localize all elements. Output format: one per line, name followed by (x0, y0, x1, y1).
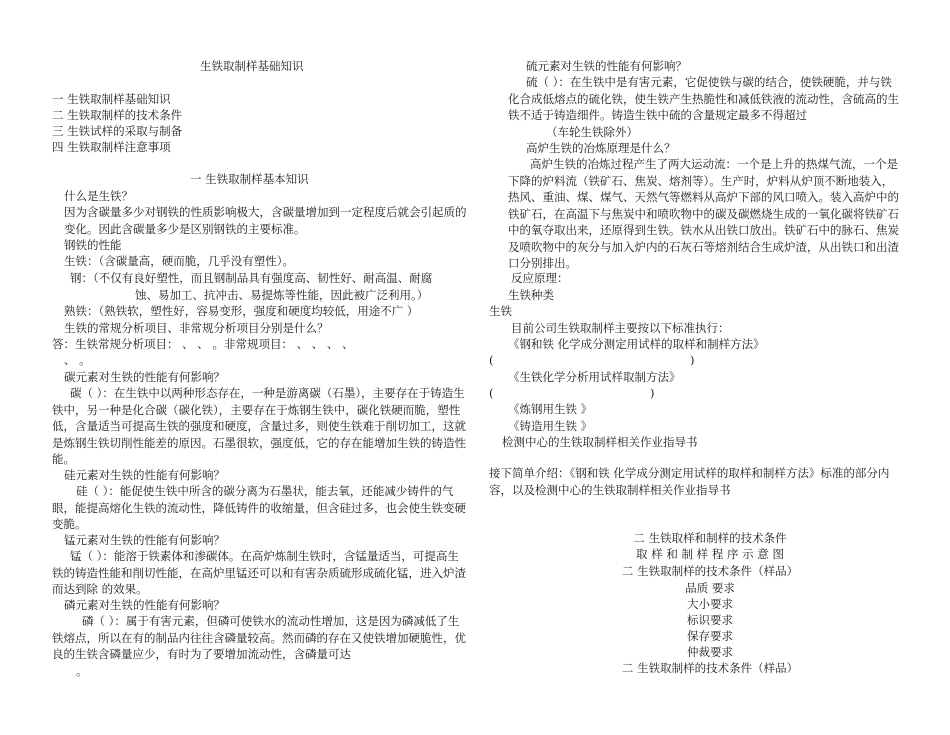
standard-3: 《炼钢用生铁 》 (508, 402, 593, 416)
section-2-heading: 二 生铁取样和制样的技术条件 (633, 531, 787, 545)
standard-1: 《钢和铁 化学成分测定用试样的取样和制样方法》 (508, 337, 765, 351)
pig-iron-label: 生铁 (489, 304, 512, 318)
answer-analysis-line-2: 、 。 (64, 353, 91, 367)
toc-item-4: 四 生铁取制样注意事项 (52, 140, 171, 154)
standard-4: 《铸造用生铁 》 (508, 419, 593, 433)
steel-property-line-1: 钢：（不仅有良好塑性，而且钢制品具有强度高、韧性好、耐高温、耐腐 (70, 271, 433, 285)
requirement-storage: 保存要求 (687, 629, 733, 643)
paragraph-sulfur: 硫（ ）：在生铁中是有害元素，它促使铁与碳的结合，使铁硬脆，并与铁化合成低熔点的硫化铁，使生铁产生热脆性和减低铁液的流动性，含硫高的生铁不适于铸造细件。铸造生铁中硫的含量规定最多不得超过 (508, 75, 899, 122)
paragraph-phosphorus: 磷（ ）：属于有害元素，但磷可使铁水的流动性增加，这是因为磷减低了生铁熔点，所以在有的制品内往往含磷量较高。然而磷的存在又使铁增加硬脆性，优良的生铁含磷量应少，有时为了要增加流动性，含磷量可达 (52, 614, 466, 661)
paragraph-carbon-content: 因为含碳量多少对钢铁的性质影响极大，含碳量增加到一定程度后就会引起质的变化。因此含碳量多少是区别钢铁的主要标准。 (64, 205, 467, 236)
answer-analysis-line-1: 答：生铁常规分析项目： 、 、 。非常规项目： 、 、 、 、 (52, 337, 354, 351)
performance-title: 钢铁的性能 (64, 238, 122, 252)
paren-left-1: ( (489, 353, 494, 367)
section-1-heading: 一 生铁取制样基本知识 (190, 172, 309, 186)
phosphorus-end: 。 (76, 664, 88, 678)
doc-title: 生铁取制样基础知识 (200, 59, 304, 73)
requirement-quality: 品质 要求 (685, 581, 735, 595)
flow-chart-title: 取 样 和 制 样 程 序 示 意 图 (636, 547, 784, 561)
technical-conditions-heading: 二 生铁取制样的技术条件（样品） (621, 564, 799, 578)
question-sulfur: 硫元素对生铁的性能有何影响？ (526, 59, 687, 73)
standard-2: 《生铁化学分析用试样取制方法》 (508, 370, 681, 384)
paragraph-silicon: 硅（ ）：能促使生铁中所含的碳分离为石墨状，能去氧，还能减少铸件的气眼，能提高熔化生铁的流动性，降低铸件的收缩量，但含硅过多，也会使生铁变硬变脆。 (52, 484, 466, 531)
pig-iron-kinds: 生铁种类 (508, 288, 554, 302)
intro-paragraph: 接下简单介绍：《钢和铁 化学成分测定用试样的取样和制样方法》标准的部分内容，以及检测中心的生铁取制样相关作业指导书 (489, 466, 890, 497)
paragraph-carbon: 碳（ ）：在生铁中以两种形态存在，一种是游离碳（石墨），主要存在于铸造生铁中，另一种是化合碳（碳化铁），主要存在于炼钢生铁中，碳化铁硬而脆，塑性低，含量适当可提高生铁的强度和硬度，含量过多，则使生铁难于削切加工，这就是炼钢生铁切削性能差的原因。石墨很软，强度低，它的存在能增加生铁的铸造性能。 (52, 386, 466, 466)
toc-item-1: 一 生铁取制样基础知识 (52, 92, 171, 106)
standard-5: 检测中心的生铁取制样相关作业指导书 (502, 435, 698, 449)
technical-conditions-heading-2: 二 生铁取制样的技术条件（样品） (621, 661, 799, 675)
question-carbon: 碳元素对生铁的性能有何影响？ (64, 370, 225, 384)
reaction-principle: 反应原理： (511, 271, 569, 285)
requirement-size: 大小要求 (687, 597, 733, 611)
question-analysis-items: 生铁的常规分析项目、非常规分析项目分别是什么？ (64, 321, 329, 335)
steel-property-line-2: 蚀、易加工、抗冲击、易提炼等性能，因此被广泛利用。） (135, 288, 429, 302)
paren-right-1: ) (690, 353, 695, 367)
toc-item-2: 二 生铁取制样的技术条件 (52, 108, 183, 122)
paren-right-2: ) (650, 386, 655, 400)
question-what-is-pig-iron: 什么是生铁？ (64, 189, 133, 203)
standards-intro: 目前公司生铁取制样主要按以下标准执行： (511, 321, 730, 335)
paragraph-manganese: 锰（ ）：能溶于铁素体和渗碳体。在高炉炼制生铁时，含锰量适当，可提高生铁的铸造性能和削切性能，在高炉里锰还可以和有害杂质硫形成硫化锰，进入炉渣而达到除 的效果。 (52, 549, 466, 596)
sulfur-end: （车轮生铁除外） (546, 125, 638, 139)
question-manganese: 锰元素对生铁的性能有何影响？ (64, 533, 225, 547)
pig-iron-property: 生铁：（含碳量高，硬而脆，几乎没有塑性）。 (64, 254, 294, 268)
wrought-iron-property: 熟铁：（熟铁软，塑性好，容易变形，强度和硬度均较低，用途不广 ） (64, 304, 419, 318)
question-phosphorus: 磷元素对生铁的性能有何影响？ (64, 598, 225, 612)
question-silicon: 硅元素对生铁的性能有何影响？ (64, 468, 225, 482)
toc-item-3: 三 生铁试样的采取与制备 (52, 124, 183, 138)
paren-left-2: ( (489, 386, 494, 400)
question-blast-furnace: 高炉生铁的冶炼原理是什么？ (526, 141, 676, 155)
requirement-label: 标识要求 (687, 613, 733, 627)
paragraph-blast-furnace: 高炉生铁的冶炼过程产生了两大运动流：一个是上升的热煤气流，一个是下降的炉料流（铁矿石、焦炭、熔剂等）。生产时，炉料从炉顶不断地装入，热风、重油、煤、煤气、天然气等燃料从高炉下部的风口喷入。装入高炉中的铁矿石，在高温下与焦炭中和喷吹物中的碳及碳燃烧生成的一氧化碳将铁矿石中的氧夺取出来，还原得到生铁。铁水从出铁口放出。铁矿石中的脉石、焦炭及喷吹物中的灰分与加入炉内的石灰石等熔剂结合生成炉渣，从出铁口和出渣口分别排出。 (508, 157, 899, 270)
requirement-arbitration: 仲裁要求 (687, 645, 733, 659)
